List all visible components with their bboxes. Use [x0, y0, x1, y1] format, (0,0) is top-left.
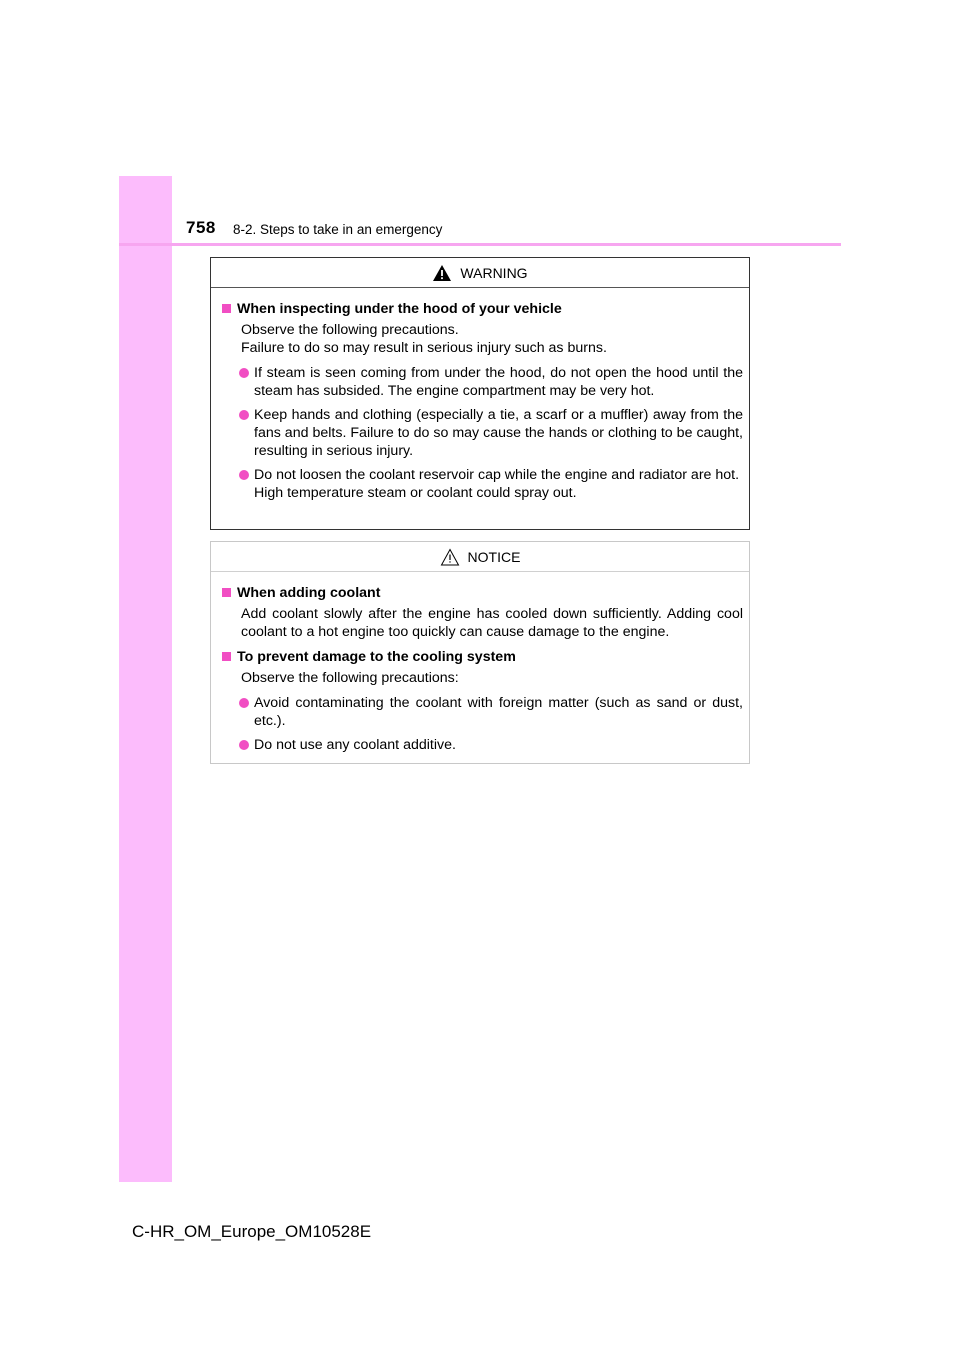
- list-item-text: Avoid contaminating the coolant with foreign matter (such as sand or dust, etc.).: [254, 695, 743, 729]
- list-item-text: If steam is seen coming from under the hood, do not open the hood until the steam has subsided. The engine compartment may be very hot.: [254, 365, 743, 399]
- notice-triangle-icon: [440, 548, 460, 566]
- notice-topic-2: [222, 648, 743, 666]
- round-bullet-icon: [239, 470, 249, 480]
- warning-intro: Observe the following precautions. Failure to do so may result in serious injury such as burns.: [241, 322, 607, 356]
- warning-box: [210, 257, 750, 530]
- list-item-text: Do not loosen the coolant reservoir cap while the engine and radiator are hot. High temperature steam or coolant could spray out.: [254, 467, 740, 501]
- notice-box: [210, 541, 750, 764]
- list-item: [239, 694, 743, 730]
- square-bullet-icon: [222, 652, 231, 661]
- side-color-strip: [119, 176, 172, 1182]
- round-bullet-icon: [239, 740, 249, 750]
- header-rule: [119, 243, 841, 246]
- footer-document-code: C-HR_OM_Europe_OM10528E: [132, 1222, 372, 1241]
- list-item: [239, 466, 743, 502]
- notice-text-1: Add coolant slowly after the engine has cooled down sufficiently. Adding cool coolant to a hot engine too quickly can cause damage to the engine.: [241, 606, 743, 640]
- notice-topic-title: When adding coolant: [237, 585, 381, 601]
- warning-topic-title: When inspecting under the hood of your vehicle: [237, 301, 562, 317]
- notice-label: NOTICE: [467, 548, 521, 565]
- warning-body: [211, 288, 749, 502]
- round-bullet-icon: [239, 368, 249, 378]
- list-item: [239, 736, 743, 754]
- warning-topic: [222, 300, 743, 318]
- section-title: 8-2. Steps to take in an emergency: [233, 222, 443, 237]
- notice-intro-2: Observe the following precautions:: [241, 670, 459, 686]
- page-number: 758: [186, 218, 216, 237]
- notice-topic-1: [222, 584, 743, 602]
- warning-triangle-icon: [432, 264, 452, 282]
- list-item-text: Do not use any coolant additive.: [254, 737, 456, 753]
- round-bullet-icon: [239, 698, 249, 708]
- square-bullet-icon: [222, 588, 231, 597]
- list-item-text: Keep hands and clothing (especially a tie, a scarf or a muffler) away from the fans and belts. Failure to do so may cause the hands or clothing to be caught, resulting in serious injury.: [254, 407, 743, 459]
- warning-header: [211, 258, 749, 288]
- square-bullet-icon: [222, 304, 231, 313]
- notice-body: [211, 572, 749, 754]
- notice-topic-title: To prevent damage to the cooling system: [237, 649, 516, 665]
- list-item: [239, 406, 743, 460]
- notice-header: [211, 542, 749, 572]
- list-item: [239, 364, 743, 400]
- round-bullet-icon: [239, 410, 249, 420]
- warning-label: WARNING: [460, 264, 528, 281]
